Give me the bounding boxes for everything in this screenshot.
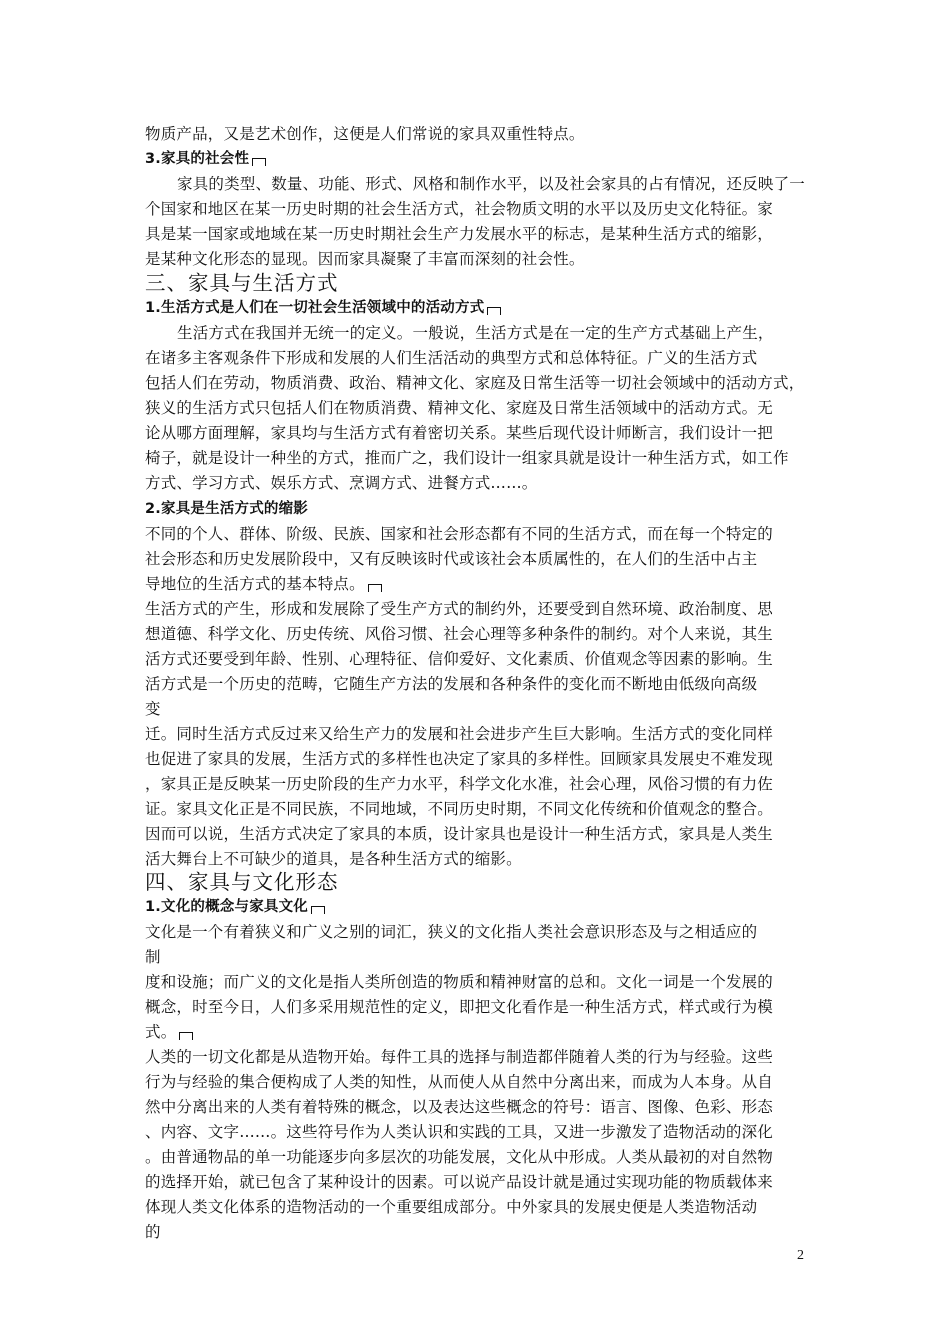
text-line: 方式、学习方式、娱乐方式、烹调方式、进餐方式……。 xyxy=(145,474,538,492)
text-line: 活方式是一个历史的范畴，它随生产方法的发展和各种条件的变化而不断地由低级向高级 xyxy=(145,675,758,693)
paragraph-mark-icon xyxy=(487,307,501,315)
text-line: 是某种文化形态的显现。因而家具凝聚了丰富而深刻的社会性。 xyxy=(145,250,585,268)
text-line: 变 xyxy=(145,700,161,718)
paragraph-mark-icon xyxy=(252,158,266,166)
text-line: 导地位的生活方式的基本特点。 xyxy=(145,572,825,597)
text-line: 狭义的生活方式只包括人们在物质消费、精神文化、家庭及日常生活领域中的活动方式。无 xyxy=(145,399,774,417)
section-4-heading xyxy=(145,869,825,895)
text-line: 因而可以说，生活方式决定了家具的本质，设计家具也是设计一种生活方式，家具是人类生 xyxy=(145,825,774,843)
text-line: 文化是一个有着狭义和广义之别的词汇，狭义的文化指人类社会意识形态及与之相适应的 xyxy=(145,923,758,941)
subheading: 1.文化的概念与家具文化 xyxy=(145,895,825,920)
text-line: 不同的个人、群体、阶级、民族、国家和社会形态都有不同的生活方式，而在每一个特定的 xyxy=(145,525,774,543)
intro-paragraph xyxy=(145,122,825,147)
text-line: 社会形态和历史发展阶段中，又有反映该时代或该社会本质属性的，在人们的生活中占主 xyxy=(145,550,758,568)
text-line: 论从哪方面理解，家具均与生活方式有着密切关系。某些后现代设计师断言，我们设计一把 xyxy=(145,424,774,442)
section-title: 四、家具与文化形态 xyxy=(145,870,339,894)
text-line: 行为与经验的集合便构成了人类的知性，从而使人从自然中分离出来，而成为人本身。从自 xyxy=(145,1073,774,1091)
text-line: 包括人们在劳动，物质消费、政治、精神文化、家庭及日常生活等一切社会领域中的活动方式， xyxy=(145,374,805,392)
text-line: 生活方式在我国并无统一的定义。一般说，生活方式是在一定的生产方式基础上产生， xyxy=(177,324,774,342)
subsection-4-1 xyxy=(145,895,825,1245)
text-line: 生活方式的产生，形成和发展除了受生产方式的制约外，还要受到自然环境、政治制度、思 xyxy=(145,600,774,618)
subheading: 2.家具是生活方式的缩影 xyxy=(145,501,308,517)
text-line: 、内容、文字……。这些符号作为人类认识和实践的工具，又进一步激发了造物活动的深化 xyxy=(145,1123,774,1141)
subheading: 1.生活方式是人们在一切社会生活领域中的活动方式 xyxy=(145,296,825,321)
text-line: 然中分离出来的人类有着特殊的概念，以及表达这些概念的符号：语言、图像、色彩、形态 xyxy=(145,1098,774,1116)
text-line: 体现人类文化体系的造物活动的一个重要组成部分。中外家具的发展史便是人类造物活动 xyxy=(145,1198,758,1216)
text-line: 度和设施；而广义的文化是指人类所创造的物质和精神财富的总和。文化一词是一个发展的 xyxy=(145,973,774,991)
text-line: 证。家具文化正是不同民族，不同地域，不同历史时期，不同文化传统和价值观念的整合。 xyxy=(145,800,774,818)
section-3-heading xyxy=(145,270,825,296)
subsection-3-2 xyxy=(145,497,825,872)
subsection-3-1 xyxy=(145,296,825,496)
text-line: 活大舞台上不可缺少的道具，是各种生活方式的缩影。 xyxy=(145,850,522,868)
paragraph-mark-icon xyxy=(368,584,382,592)
text-line: ，家具正是反映某一历史阶段的生产力水平，科学文化水准，社会心理，风俗习惯的有力佐 xyxy=(145,775,774,793)
text-line: 迁。同时生活方式反过来又给生产力的发展和社会进步产生巨大影响。生活方式的变化同样 xyxy=(145,725,774,743)
paragraph-mark-icon xyxy=(311,906,325,914)
subheading: 3.家具的社会性 xyxy=(145,147,825,172)
section-title: 三、家具与生活方式 xyxy=(145,271,339,295)
text-line: 活方式还要受到年龄、性别、心理特征、信仰爱好、文化素质、价值观念等因素的影响。生 xyxy=(145,650,774,668)
page-number: 2 xyxy=(797,1248,804,1263)
text-line: 具是某一国家或地域在某一历史时期社会生产力发展水平的标志，是某种生活方式的缩影， xyxy=(145,225,774,243)
text-line: 想道德、科学文化、历史传统、风俗习惯、社会心理等多种条件的制约。对个人来说，其生 xyxy=(145,625,774,643)
text-line: 式。 xyxy=(145,1020,825,1045)
paragraph-mark-icon xyxy=(179,1032,193,1040)
text-line: 物质产品，又是艺术创作，这便是人们常说的家具双重性特点。 xyxy=(145,125,585,143)
text-line: 在诸多主客观条件下形成和发展的人们生活活动的典型方式和总体特征。广义的生活方式 xyxy=(145,349,758,367)
text-line: 概念，时至今日，人们多采用规范性的定义，即把文化看作是一种生活方式，样式或行为模 xyxy=(145,998,774,1016)
section-social xyxy=(145,147,825,272)
text-line: 椅子，就是设计一种坐的方式，推而广之，我们设计一组家具就是设计一种生活方式，如工作 xyxy=(145,449,789,467)
text-line: 人类的一切文化都是从造物开始。每件工具的选择与制造都伴随着人类的行为与经验。这些 xyxy=(145,1048,774,1066)
text-line: 。由普通物品的单一功能逐步向多层次的功能发展，文化从中形成。人类从最初的对自然物 xyxy=(145,1148,774,1166)
text-line: 的选择开始，就已包含了某种设计的因素。可以说产品设计就是通过实现功能的物质载体来 xyxy=(145,1173,774,1191)
text-line: 个国家和地区在某一历史时期的社会生活方式，社会物质文明的水平以及历史文化特征。家 xyxy=(145,200,774,218)
text-line: 的 xyxy=(145,1223,161,1241)
text-line: 制 xyxy=(145,948,161,966)
text-line: 也促进了家具的发展，生活方式的多样性也决定了家具的多样性。回顾家具发展史不难发现 xyxy=(145,750,774,768)
text-line: 家具的类型、数量、功能、形式、风格和制作水平，以及社会家具的占有情况，还反映了一 xyxy=(177,175,806,193)
